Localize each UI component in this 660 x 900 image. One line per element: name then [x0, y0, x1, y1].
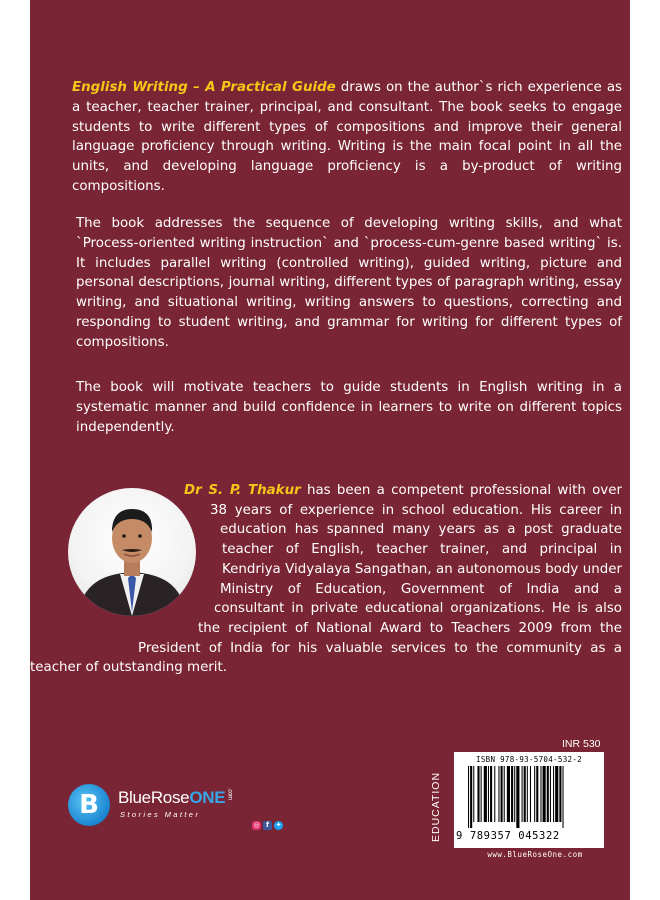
publisher-website: www.BlueRoseOne.com: [487, 850, 583, 859]
ean-digits: 9 789357 045322: [456, 830, 560, 842]
publisher-brand: BlueRoseONE.com: [118, 788, 233, 807]
description-paragraph-1: [72, 78, 622, 197]
author-name: Dr S. P. Thakur: [184, 483, 301, 498]
author-bio: [30, 481, 622, 678]
publisher-tagline: Stories Matter: [120, 810, 201, 819]
instagram-icon: ◎: [253, 821, 260, 829]
description-text-1: draws on the author`s rich experience as a teacher, teacher trainer, principal, and consultant. The book seeks to engage students to write different types of compositions and improve their general language proficiency through writing. Writing is the main focal point in all the units, and developing language proficiency is a by-product of writing compositions.: [72, 80, 622, 194]
publisher-logo: [66, 784, 306, 844]
description-paragraph-3: The book will motivate teachers to guide students in English writing in a systematic manner and build confidence in learners to write on different topics independently.: [76, 380, 622, 435]
facebook-icon: f: [263, 821, 272, 830]
price-label: INR 530: [562, 738, 601, 750]
description-paragraph-2: The book addresses the sequence of developing writing skills, and what `Process-oriented writing instruction` and `process-cum-genre based writing` is. It includes parallel writing (controlled writing), guided writing, picture and personal descriptions, journal writing, different types of paragraph writing, essay writing, and situational writing, writing answers to questions, correcting and responding to student writing, and grammar for writing for different types of compositions.: [76, 216, 622, 350]
barcode-bars: [468, 766, 594, 828]
genre-label: EDUCATION: [430, 771, 442, 843]
barcode: [454, 752, 604, 848]
bluerose-logo-icon: B: [68, 784, 110, 826]
social-icons: [252, 821, 283, 830]
book-title: English Writing – A Practical Guide: [72, 80, 336, 95]
back-cover: [30, 0, 630, 900]
isbn-text: ISBN 978-93-5704-532-2: [476, 755, 582, 764]
author-bio-text: has been a competent professional with over 38 years of experience in school education. His career in education has spanned many years as a post graduate teacher of English, teacher trainer, and principal in Kendriya Vidyalaya Sangathan, an autonomous body under Ministry of Education, Government of India and a consultant in private educational organizations. He is also the recipient of National Award to Teachers 2009 from the President of India for his valuable services to the community as a teacher of outstanding merit.: [30, 483, 622, 676]
twitter-icon: ✦: [275, 821, 282, 829]
